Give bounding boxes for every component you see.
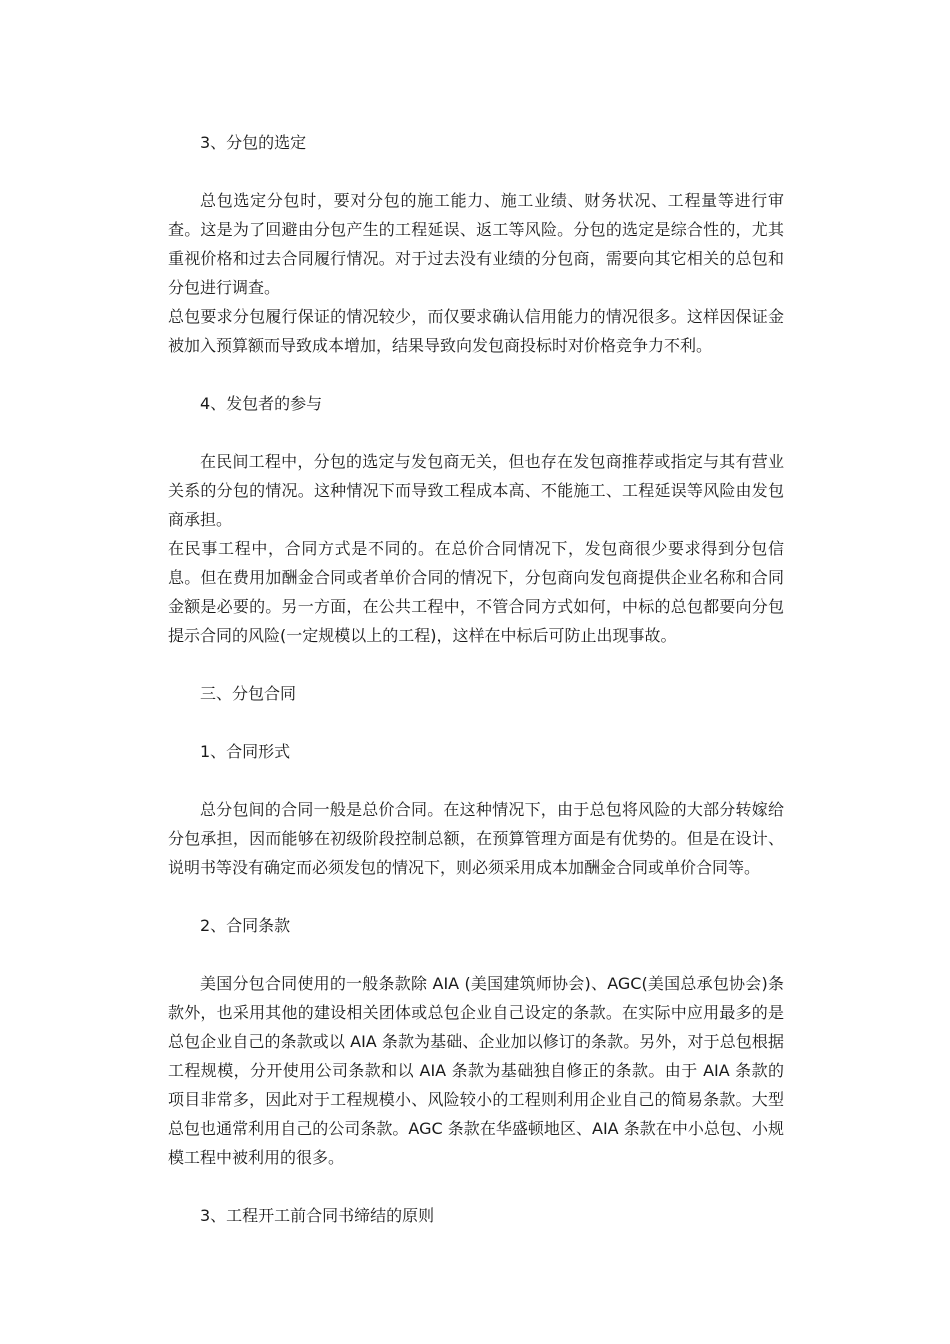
section-heading: 2、合同条款 (200, 916, 291, 935)
section-heading: 1、合同形式 (200, 742, 291, 761)
section-heading: 3、分包的选定 (200, 133, 307, 152)
paragraph: 在民事工程中，合同方式是不同的。在总价合同情况下，发包商很少要求得到分包信息。但在费用加酬金合同或者单价合同的情况下，分包商向发包商提供企业名称和合同金额是必要的。另一方面，在公共工程中，不管合同方式如何，中标的总包都要向分包提示合同的风险(一定规模以上的工程)，这样在中标后可防止出现事故。 (168, 539, 784, 645)
section-heading: 4、发包者的参与 (200, 394, 323, 413)
section-heading: 3、工程开工前合同书缔结的原则 (200, 1206, 435, 1225)
paragraph: 美国分包合同使用的一般条款除 AIA (美国建筑师协会)、AGC(美国总承包协会)条款外，也采用其他的建设相关团体或总包企业自己设定的条款。在实际中应用最多的是总包企业自己的条款或以 AIA 条款为基础、企业加以修订的条款。另外，对于总包根据工程规模，分开使用公司条款和以 AIA 条款为基础独自修正的条款。由于 AIA 条款的项目非常多，因此对于工程规模小、风险较小的工程则利用企业自己的简易条款。大型总包也通常利用自己的公司条款。AGC 条款在华盛顿地区、AIA 条款在中小总包、小规模工程中被利用的很多。 (168, 974, 784, 1167)
paragraph: 总包要求分包履行保证的情况较少，而仅要求确认信用能力的情况很多。这样因保证金被加入预算额而导致成本增加，结果导致向发包商投标时对价格竞争力不利。 (168, 307, 784, 355)
paragraph: 总包选定分包时，要对分包的施工能力、施工业绩、财务状况、工程量等进行审查。这是为了回避由分包产生的工程延误、返工等风险。分包的选定是综合性的，尤其重视价格和过去合同履行情况。对于过去没有业绩的分包商，需要向其它相关的总包和分包进行调查。 (168, 191, 784, 297)
chapter-heading: 三、分包合同 (200, 684, 297, 703)
document-body (168, 128, 784, 1230)
paragraph: 总分包间的合同一般是总价合同。在这种情况下，由于总包将风险的大部分转嫁给分包承担，因而能够在初级阶段控制总额，在预算管理方面是有优势的。但是在设计、说明书等没有确定而必须发包的情况下，则必须采用成本加酬金合同或单价合同等。 (168, 800, 784, 877)
paragraph: 在民间工程中，分包的选定与发包商无关，但也存在发包商推荐或指定与其有营业关系的分包的情况。这种情况下而导致工程成本高、不能施工、工程延误等风险由发包商承担。 (168, 452, 784, 529)
